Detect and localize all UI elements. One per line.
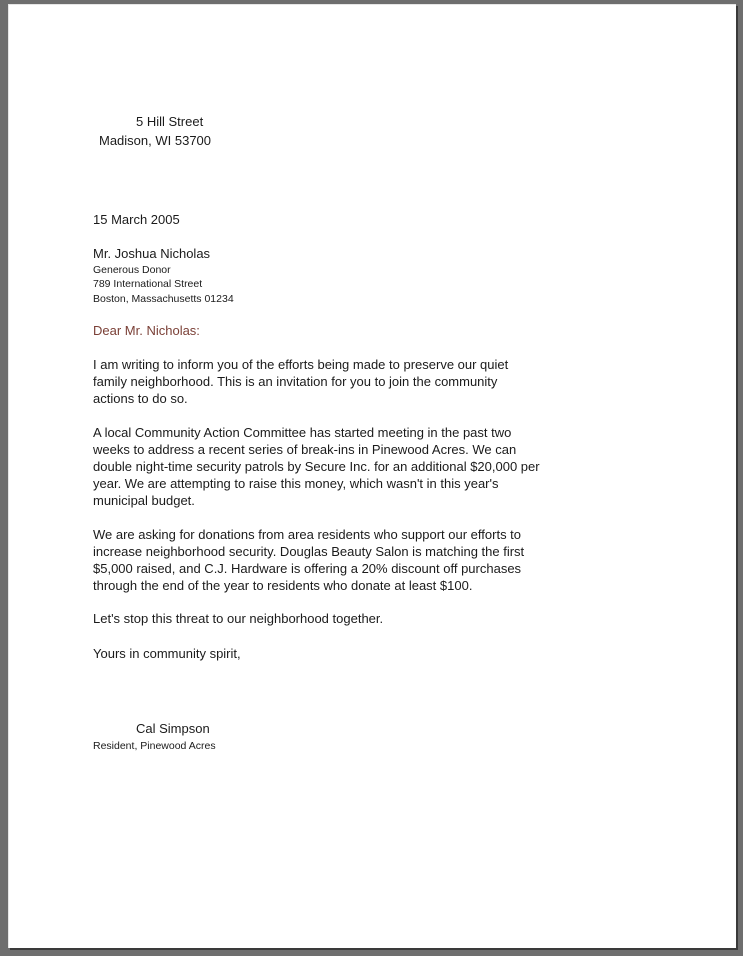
sender-street: 5 Hill Street [136,114,204,129]
signature-name: Cal Simpson [136,721,210,736]
paragraph-line: through the end of the year to residents who donate at least $100. [93,578,473,593]
paragraph-line: A local Community Action Committee has started meeting in the past two [93,425,512,440]
paragraph-line: We are asking for donations from area residents who support our efforts to [93,527,522,542]
paragraph-line: double night-time security patrols by Secure Inc. for an additional $20,000 per [93,459,540,474]
letter-date: 15 March 2005 [93,212,180,227]
sender-city: Madison, WI 53700 [99,133,212,148]
paragraph-line: increase neighborhood security. Douglas Beauty Salon is matching the first [93,544,525,559]
recipient-city: Boston, Massachusetts 01234 [93,293,234,305]
recipient-street: 789 International Street [93,278,203,290]
document-page [8,4,736,948]
body-paragraph-4 [93,610,573,627]
body-paragraph-1 [93,356,573,407]
body-paragraph-2 [93,424,573,509]
recipient-title: Generous Donor [93,264,171,276]
salutation: Dear Mr. Nicholas: [93,323,200,338]
paragraph-line: family neighborhood. This is an invitation for you to join the community [93,374,498,389]
recipient-name: Mr. Joshua Nicholas [93,246,211,261]
paragraph-line: year. We are attempting to raise this money, which wasn't in this year's [93,476,499,491]
body-paragraph-3 [93,526,573,594]
paragraph-line: Let's stop this threat to our neighborhood together. [93,611,384,626]
closing: Yours in community spirit, [93,646,241,661]
paragraph-line: weeks to address a recent series of break-ins in Pinewood Acres. We can [93,442,517,457]
paragraph-line: municipal budget. [93,493,195,508]
signature-title: Resident, Pinewood Acres [93,740,216,752]
paragraph-line: $5,000 raised, and C.J. Hardware is offering a 20% discount off purchases [93,561,522,576]
paragraph-line: actions to do so. [93,391,188,406]
paragraph-line: I am writing to inform you of the efforts being made to preserve our quiet [93,357,509,372]
